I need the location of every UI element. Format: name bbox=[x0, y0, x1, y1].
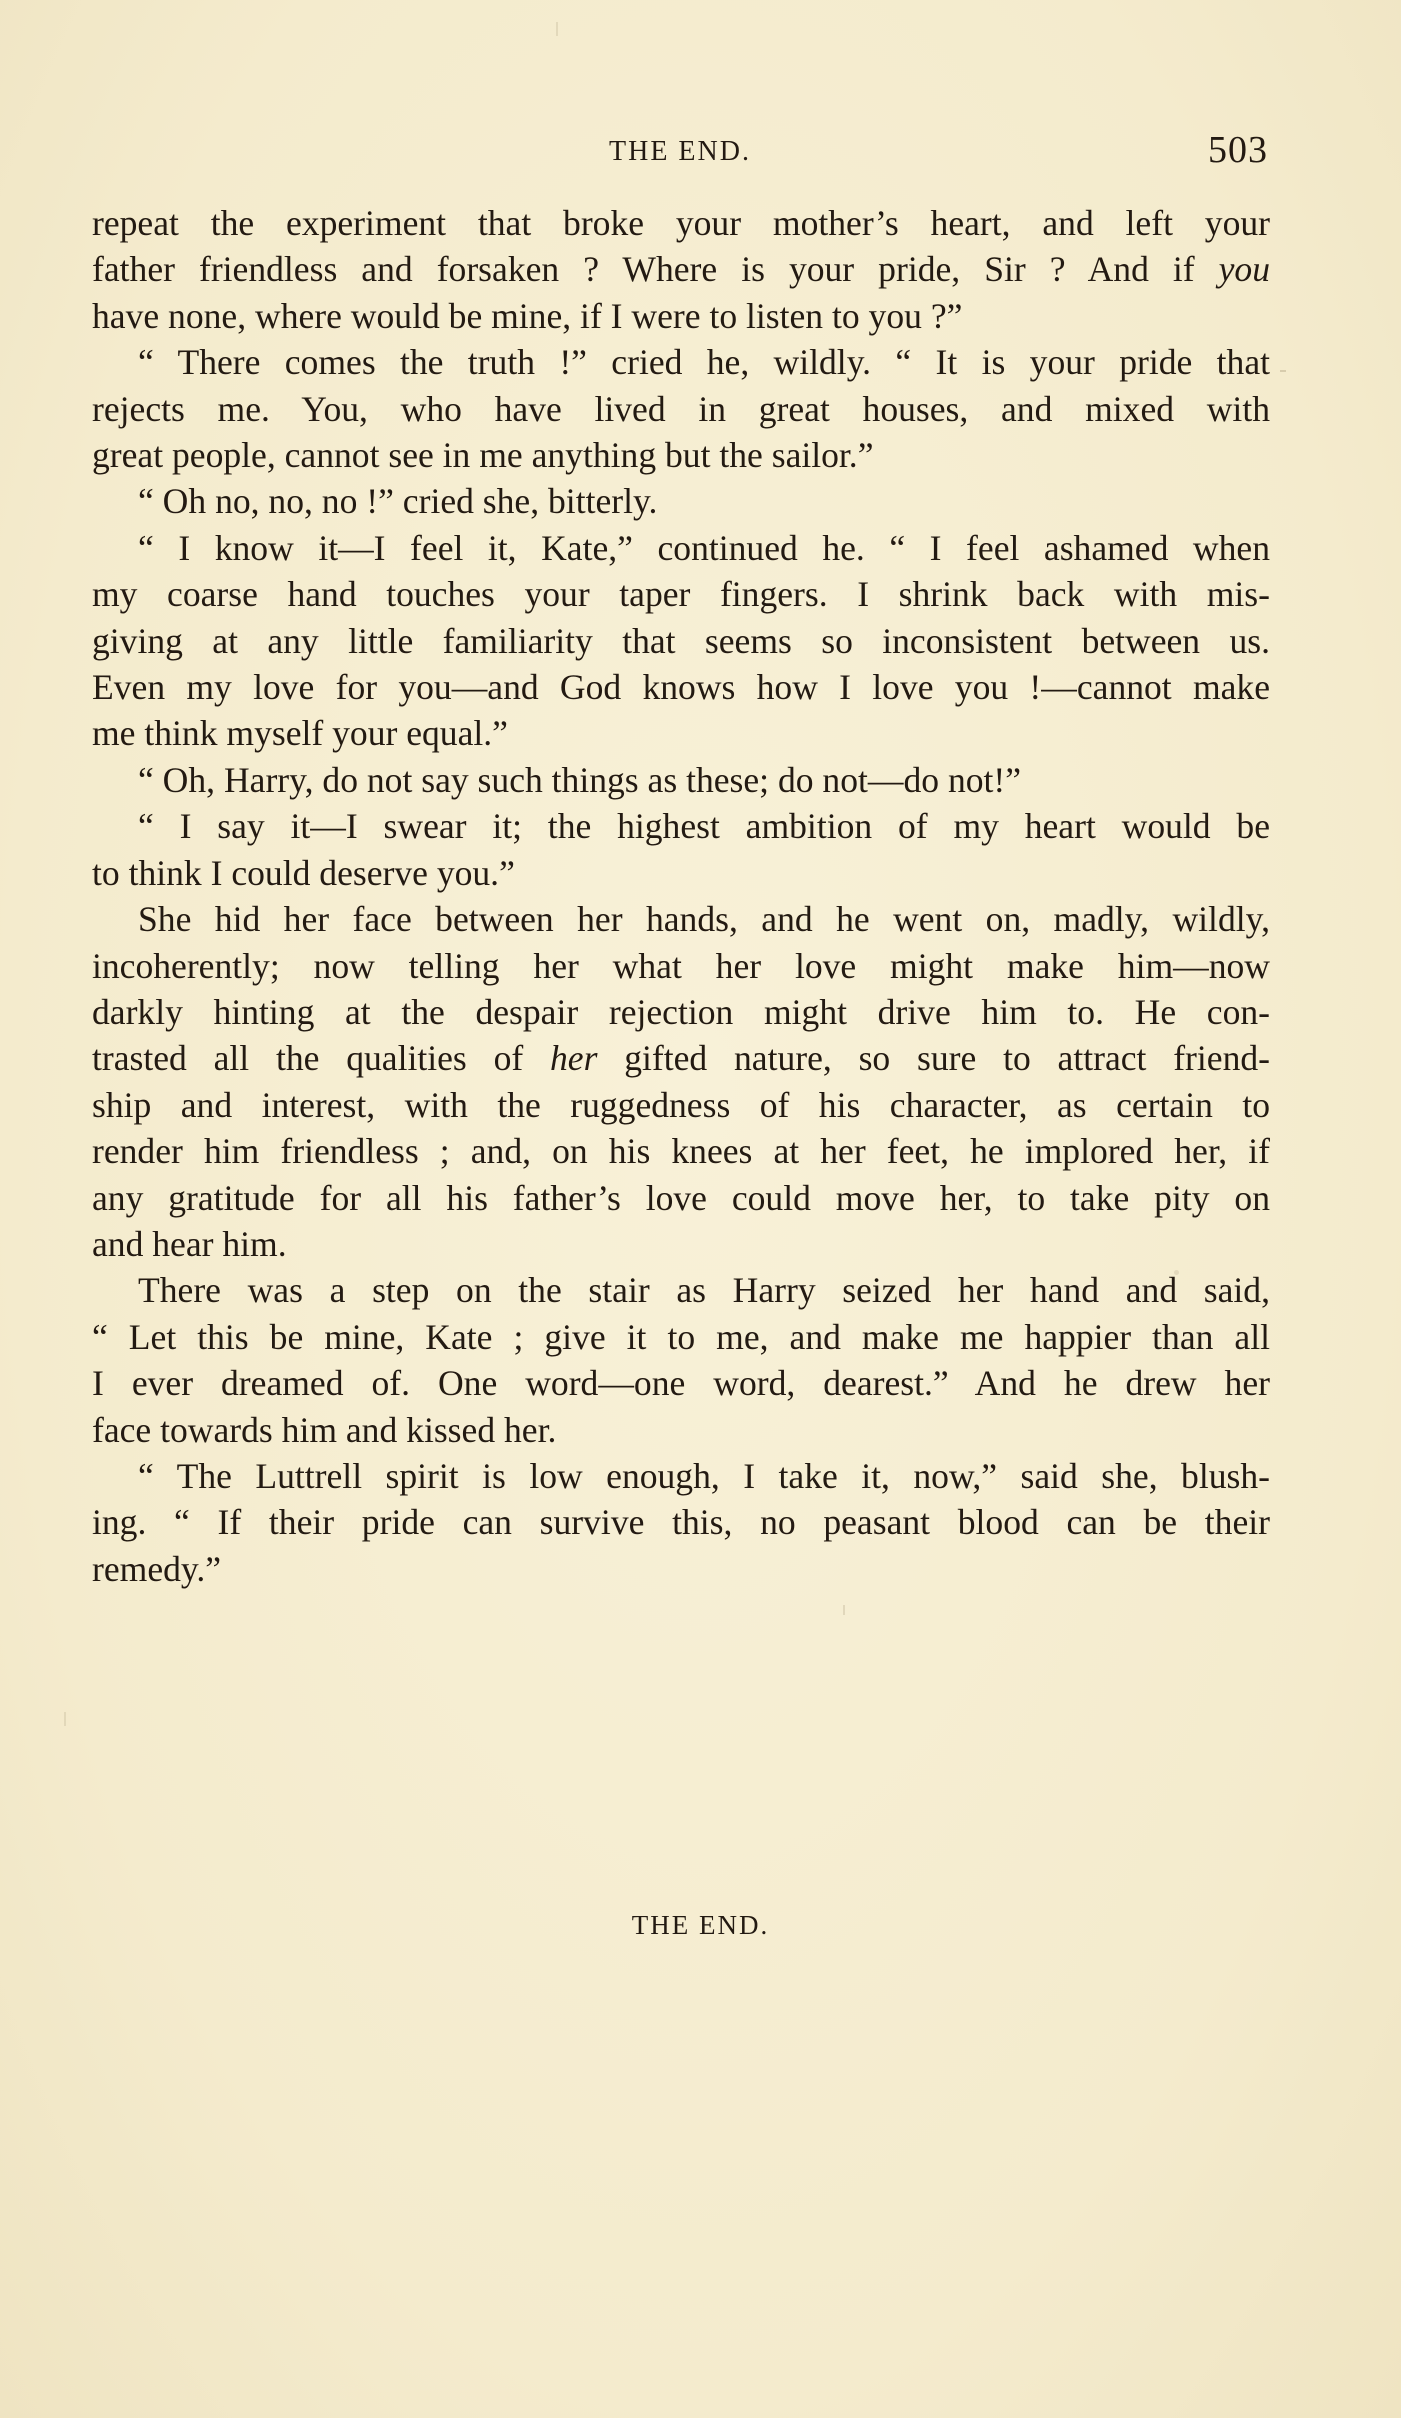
text-line: repeat the experiment that broke your mother’s heart, and left your bbox=[92, 203, 1270, 243]
text-line: She hid her face between her hands, and he went on, madly, wildly, bbox=[138, 899, 1270, 940]
text-line: trasted all the qualities of her gifted nature, so sure to attract friend- bbox=[92, 1038, 1271, 1079]
text-line: remedy.” bbox=[92, 1548, 222, 1589]
paragraph bbox=[92, 525, 1270, 757]
text-line: great people, cannot see in me anything but the sailor.” bbox=[92, 435, 874, 476]
running-head bbox=[92, 128, 1268, 178]
text-line: “ Oh no, no, no !” cried she, bitterly. bbox=[138, 481, 658, 522]
running-title: THE END. bbox=[609, 136, 751, 167]
text-line: darkly hinting at the despair rejection might drive him to. He con- bbox=[92, 991, 1270, 1032]
text-line: Even my love for you—and God knows how I love you !—cannot make bbox=[92, 667, 1270, 708]
text-line: rejects me. You, who have lived in great houses, and mixed with bbox=[92, 388, 1270, 429]
text-line: “ Let this be mine, Kate ; give it to me, and make me happier than all bbox=[92, 1316, 1270, 1357]
paragraph bbox=[92, 200, 1270, 339]
paper-speck bbox=[1174, 1270, 1179, 1275]
paragraph bbox=[92, 478, 1270, 524]
text-line: to think I could deserve you.” bbox=[92, 852, 515, 893]
text-line: my coarse hand touches your taper fingers. I shrink back with mis- bbox=[92, 574, 1270, 615]
paragraph bbox=[92, 803, 1270, 896]
text-line: face towards him and kissed her. bbox=[92, 1409, 557, 1450]
text-line: and hear him. bbox=[92, 1223, 287, 1264]
paper-speck bbox=[843, 1605, 845, 1615]
paragraph bbox=[92, 1453, 1270, 1592]
text-line: have none, where would be mine, if I were to listen to you ?” bbox=[92, 295, 963, 336]
text-line: ing. “ If their pride can survive this, no peasant blood can be their bbox=[92, 1502, 1270, 1543]
text-line: father friendless and forsaken ? Where is your pride, Sir ? And if you bbox=[92, 249, 1270, 290]
text-line: I ever dreamed of. One word—one word, dearest.” And he drew her bbox=[92, 1363, 1270, 1404]
paragraph bbox=[92, 896, 1270, 1267]
text-line: There was a step on the stair as Harry seized her hand and said, bbox=[138, 1270, 1270, 1311]
paragraph bbox=[92, 757, 1270, 803]
text-line: render him friendless ; and, on his knees at her feet, he implored her, if bbox=[92, 1131, 1270, 1172]
paragraph bbox=[92, 339, 1270, 478]
text-line: any gratitude for all his father’s love could move her, to take pity on bbox=[92, 1177, 1270, 1218]
paper-speck bbox=[1280, 370, 1286, 372]
paper-speck bbox=[64, 1712, 66, 1726]
text-line: giving at any little familiarity that seems so inconsistent between us. bbox=[92, 620, 1270, 661]
text-line: “ I know it—I feel it, Kate,” continued he. “ I feel ashamed when bbox=[138, 527, 1270, 568]
text-line: me think myself your equal.” bbox=[92, 713, 508, 754]
paper-speck bbox=[556, 22, 558, 36]
text-line: “ I say it—I swear it; the highest ambition of my heart would be bbox=[138, 806, 1270, 847]
text-line: ship and interest, with the ruggedness of his character, as certain to bbox=[92, 1084, 1270, 1125]
text-line: “ There comes the truth !” cried he, wildly. “ It is your pride that bbox=[138, 342, 1270, 383]
body-text bbox=[92, 200, 1270, 1592]
paragraph bbox=[92, 1267, 1270, 1453]
text-line: “ The Luttrell spirit is low enough, I take it, now,” said she, blush- bbox=[138, 1455, 1270, 1496]
page-number: 503 bbox=[1208, 129, 1268, 171]
text-line: incoherently; now telling her what her love might make him—now bbox=[92, 945, 1270, 986]
text-line: “ Oh, Harry, do not say such things as these; do not—do not!” bbox=[138, 759, 1022, 800]
end-mark: THE END. bbox=[631, 1910, 770, 1940]
